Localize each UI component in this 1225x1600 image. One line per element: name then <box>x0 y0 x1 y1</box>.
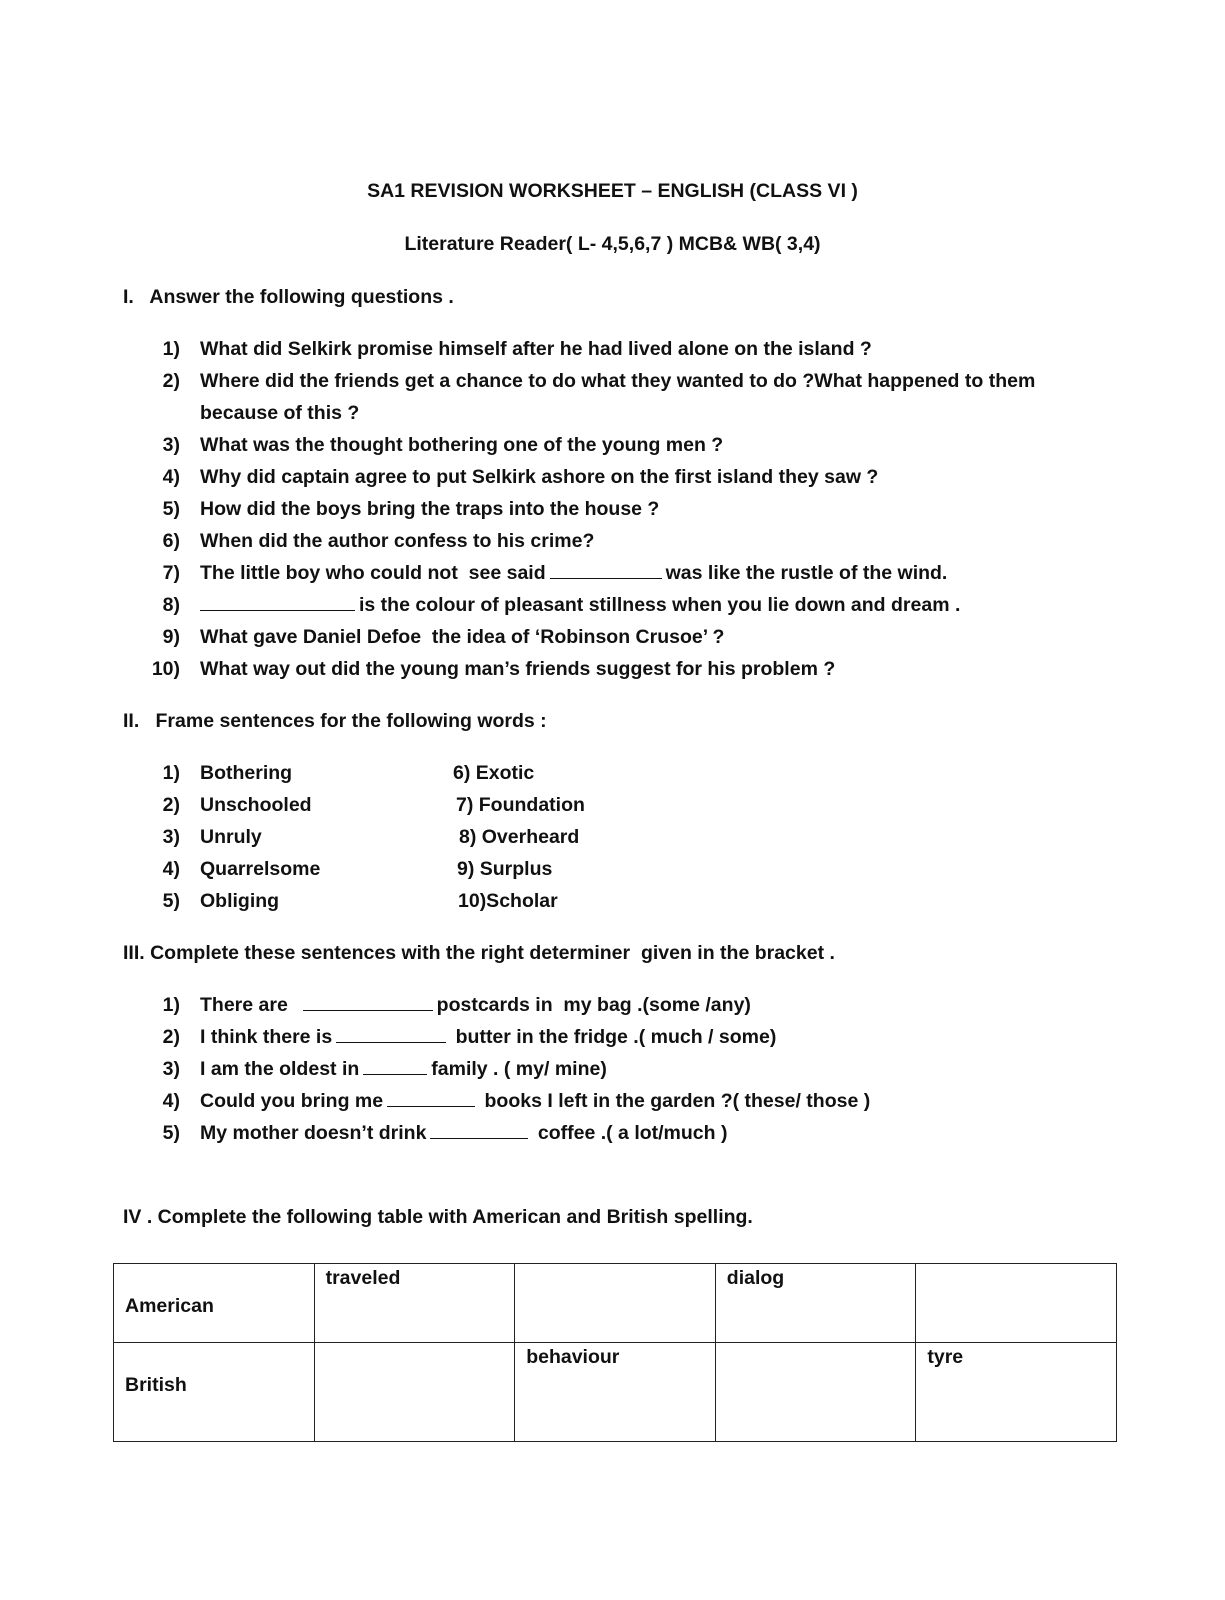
page-title: SA1 REVISION WORKSHEET – ENGLISH (CLASS VI ) <box>367 180 858 202</box>
table-cell-label <box>114 1264 315 1343</box>
word-text: Unschooled <box>200 794 312 816</box>
item-text-after: coffee .( a lot/much ) <box>537 1122 728 1144</box>
question-text-after: is the colour of pleasant stillness when you lie down and dream . <box>359 594 961 616</box>
question-number: 7) <box>162 562 180 584</box>
question-number: 3) <box>162 434 180 456</box>
table-row-american <box>114 1264 1117 1343</box>
row-label-british: British <box>125 1374 187 1396</box>
item-number: 5) <box>162 1122 180 1144</box>
section-4-heading: IV . Complete the following table with American and British spelling. <box>123 1206 753 1228</box>
table-cell[interactable]: traveled <box>314 1264 515 1343</box>
question-text: What way out did the young man’s friends suggest for his problem ? <box>200 658 836 680</box>
question-text: Why did captain agree to put Selkirk ashore on the first island they saw ? <box>200 466 879 488</box>
answer-blank[interactable] <box>303 994 433 1011</box>
question-number: 5) <box>162 498 180 520</box>
table-cell[interactable] <box>314 1343 515 1442</box>
word-text: Unruly <box>200 826 262 848</box>
answer-blank[interactable] <box>550 562 662 579</box>
item-text-before: I am the oldest in <box>200 1058 360 1080</box>
table-row-british <box>114 1343 1117 1442</box>
item-number: 3) <box>162 1058 180 1080</box>
table-cell[interactable]: tyre <box>916 1343 1117 1442</box>
answer-blank[interactable] <box>387 1090 475 1107</box>
item-text-before: My mother doesn’t drink <box>200 1122 427 1144</box>
word-text: Quarrelsome <box>200 858 321 880</box>
answer-blank[interactable] <box>430 1122 528 1139</box>
question-text-after: was like the rustle of the wind. <box>665 562 948 584</box>
question-2-continuation: because of this ? <box>200 402 360 424</box>
item-number: 4) <box>162 1090 180 1112</box>
word-number: 5) <box>162 890 180 912</box>
word-item-9: 9) Surplus <box>457 858 553 880</box>
answer-blank[interactable] <box>200 594 355 611</box>
question-text: What gave Daniel Defoe the idea of ‘Robinson Crusoe’ ? <box>200 626 725 648</box>
question-number: 8) <box>162 594 180 616</box>
question-number: 10) <box>151 658 180 680</box>
word-number: 2) <box>162 794 180 816</box>
item-number: 1) <box>162 994 180 1016</box>
word-text: Bothering <box>200 762 293 784</box>
item-number: 2) <box>162 1026 180 1048</box>
word-text: Obliging <box>200 890 280 912</box>
question-number: 6) <box>162 530 180 552</box>
section-3-heading: III. Complete these sentences with the right determiner given in the bracket . <box>123 942 835 964</box>
question-text: How did the boys bring the traps into the house ? <box>200 498 660 520</box>
table-cell[interactable] <box>715 1343 916 1442</box>
word-number: 1) <box>162 762 180 784</box>
question-number: 1) <box>162 338 180 360</box>
word-number: 4) <box>162 858 180 880</box>
table-cell[interactable] <box>515 1264 716 1343</box>
page-subtitle: Literature Reader( L- 4,5,6,7 ) MCB& WB( 3,4) <box>404 233 821 255</box>
table-cell[interactable]: behaviour <box>515 1343 716 1442</box>
item-text-before: There are <box>200 994 288 1016</box>
table-cell[interactable]: dialog <box>715 1264 916 1343</box>
spelling-table <box>113 1263 1117 1442</box>
table-cell-label <box>114 1343 315 1442</box>
word-item-8: 8) Overheard <box>459 826 580 848</box>
section-2-heading: II. Frame sentences for the following words : <box>123 710 547 732</box>
item-text-after: family . ( my/ mine) <box>431 1058 607 1080</box>
question-text-before: The little boy who could not see said <box>200 562 546 584</box>
answer-blank[interactable] <box>363 1058 427 1075</box>
item-text-before: Could you bring me <box>200 1090 384 1112</box>
word-number: 3) <box>162 826 180 848</box>
question-text: When did the author confess to his crime? <box>200 530 595 552</box>
question-number: 2) <box>162 370 180 392</box>
row-label-american: American <box>125 1295 214 1317</box>
question-number: 4) <box>162 466 180 488</box>
item-text-after: butter in the fridge .( much / some) <box>455 1026 777 1048</box>
item-text-after: books I left in the garden ?( these/ those ) <box>484 1090 871 1112</box>
question-number: 9) <box>162 626 180 648</box>
answer-blank[interactable] <box>336 1026 446 1043</box>
section-1-heading: I. Answer the following questions . <box>123 286 454 308</box>
item-text-after: postcards in my bag .(some /any) <box>436 994 751 1016</box>
table-cell[interactable] <box>916 1264 1117 1343</box>
question-text: Where did the friends get a chance to do what they wanted to do ?What happened to them <box>200 370 1036 392</box>
item-text-before: I think there is <box>200 1026 333 1048</box>
word-item-7: 7) Foundation <box>456 794 585 816</box>
word-item-10: 10)Scholar <box>458 890 558 912</box>
question-text: What did Selkirk promise himself after he had lived alone on the island ? <box>200 338 872 360</box>
word-item-6: 6) Exotic <box>453 762 535 784</box>
question-text: What was the thought bothering one of the young men ? <box>200 434 724 456</box>
